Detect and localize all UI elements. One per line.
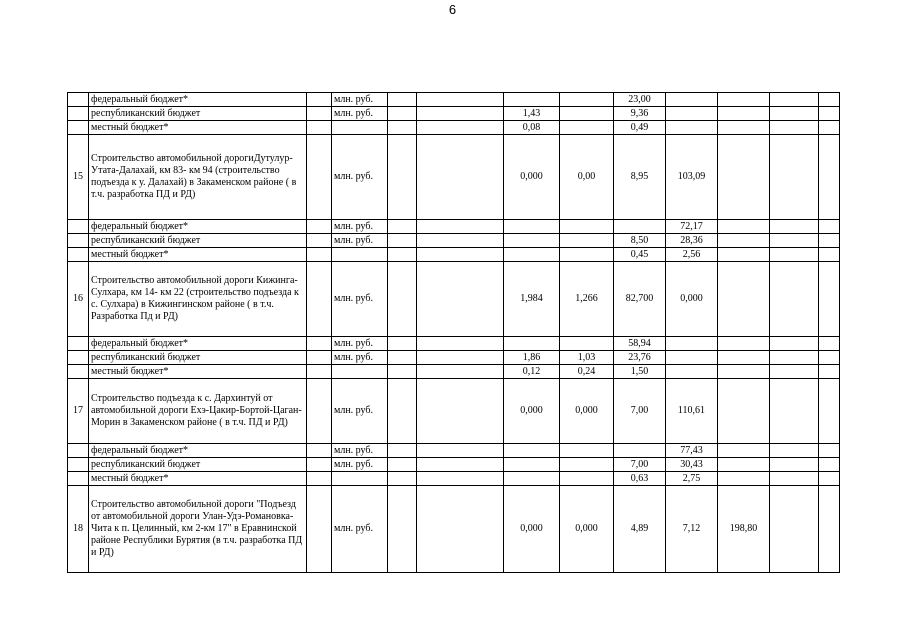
trailing-cell <box>819 234 840 248</box>
value-cell-3 <box>504 93 560 107</box>
value-cell-6: 2,75 <box>666 472 718 486</box>
row-number <box>68 472 89 486</box>
value-cell-5: 8,50 <box>614 234 666 248</box>
value-cell-7 <box>718 351 770 365</box>
trailing-cell <box>819 365 840 379</box>
value-cell-5: 82,700 <box>614 262 666 337</box>
row-name: Строительство подъезда к с. Дархинтуй от автомобильной дороги Ехэ-Цакир-Бортой-Цаган-Морин в Закаменском районе ( в т.ч. ПД и РД) <box>89 379 307 444</box>
row-number <box>68 458 89 472</box>
value-cell-1 <box>388 472 417 486</box>
value-cell-8 <box>770 135 819 220</box>
value-cell-3 <box>504 337 560 351</box>
trailing-cell <box>819 262 840 337</box>
trailing-cell <box>819 444 840 458</box>
value-cell-7 <box>718 234 770 248</box>
value-cell-3 <box>504 220 560 234</box>
row-number <box>68 337 89 351</box>
unit-cell: млн. руб. <box>332 337 388 351</box>
unit-cell <box>332 248 388 262</box>
trailing-cell <box>819 220 840 234</box>
spacer-cell <box>307 93 332 107</box>
value-cell-8 <box>770 444 819 458</box>
row-number <box>68 234 89 248</box>
value-cell-8 <box>770 220 819 234</box>
value-cell-2 <box>417 365 504 379</box>
table-row-budget <box>68 220 840 234</box>
value-cell-8 <box>770 121 819 135</box>
trailing-cell <box>819 121 840 135</box>
unit-cell <box>332 365 388 379</box>
row-name: республиканский бюджет <box>89 234 307 248</box>
spacer-cell <box>307 337 332 351</box>
spacer-cell <box>307 234 332 248</box>
value-cell-3 <box>504 458 560 472</box>
value-cell-7 <box>718 365 770 379</box>
value-cell-6 <box>666 351 718 365</box>
value-cell-5: 0,63 <box>614 472 666 486</box>
unit-cell: млн. руб. <box>332 486 388 573</box>
value-cell-4: 0,00 <box>560 135 614 220</box>
value-cell-3 <box>504 234 560 248</box>
table-row-project-17 <box>68 379 840 444</box>
value-cell-8 <box>770 365 819 379</box>
row-name: местный бюджет* <box>89 472 307 486</box>
value-cell-5: 8,95 <box>614 135 666 220</box>
spacer-cell <box>307 444 332 458</box>
unit-cell: млн. руб. <box>332 220 388 234</box>
spacer-cell <box>307 458 332 472</box>
value-cell-4 <box>560 121 614 135</box>
value-cell-6: 7,12 <box>666 486 718 573</box>
row-name: местный бюджет* <box>89 365 307 379</box>
table-row-budget <box>68 337 840 351</box>
row-number <box>68 351 89 365</box>
value-cell-4 <box>560 234 614 248</box>
unit-cell: млн. руб. <box>332 458 388 472</box>
trailing-cell <box>819 107 840 121</box>
value-cell-5: 7,00 <box>614 458 666 472</box>
table-row-budget <box>68 458 840 472</box>
value-cell-2 <box>417 121 504 135</box>
value-cell-7 <box>718 93 770 107</box>
table-row-budget <box>68 107 840 121</box>
value-cell-3: 0,08 <box>504 121 560 135</box>
row-number: 17 <box>68 379 89 444</box>
spacer-cell <box>307 107 332 121</box>
value-cell-3 <box>504 472 560 486</box>
value-cell-1 <box>388 262 417 337</box>
row-number: 18 <box>68 486 89 573</box>
value-cell-4: 0,24 <box>560 365 614 379</box>
value-cell-2 <box>417 135 504 220</box>
value-cell-3: 1,43 <box>504 107 560 121</box>
value-cell-4: 0,000 <box>560 486 614 573</box>
row-number <box>68 248 89 262</box>
budget-table <box>67 92 840 573</box>
value-cell-5: 58,94 <box>614 337 666 351</box>
value-cell-7 <box>718 379 770 444</box>
value-cell-3: 0,000 <box>504 135 560 220</box>
value-cell-1 <box>388 93 417 107</box>
unit-cell <box>332 472 388 486</box>
value-cell-3: 0,000 <box>504 486 560 573</box>
value-cell-7 <box>718 220 770 234</box>
value-cell-6: 0,000 <box>666 262 718 337</box>
value-cell-2 <box>417 93 504 107</box>
value-cell-2 <box>417 458 504 472</box>
value-cell-2 <box>417 351 504 365</box>
value-cell-3 <box>504 444 560 458</box>
value-cell-4 <box>560 248 614 262</box>
value-cell-2 <box>417 262 504 337</box>
value-cell-3: 1,984 <box>504 262 560 337</box>
trailing-cell <box>819 93 840 107</box>
value-cell-8 <box>770 93 819 107</box>
value-cell-7 <box>718 135 770 220</box>
value-cell-5 <box>614 444 666 458</box>
value-cell-6 <box>666 107 718 121</box>
value-cell-2 <box>417 248 504 262</box>
value-cell-5: 9,36 <box>614 107 666 121</box>
spacer-cell <box>307 220 332 234</box>
row-name: местный бюджет* <box>89 121 307 135</box>
table-row-budget <box>68 472 840 486</box>
value-cell-3: 1,86 <box>504 351 560 365</box>
value-cell-6: 110,61 <box>666 379 718 444</box>
value-cell-4 <box>560 220 614 234</box>
value-cell-5: 4,89 <box>614 486 666 573</box>
row-number <box>68 444 89 458</box>
row-name: федеральный бюджет* <box>89 337 307 351</box>
trailing-cell <box>819 351 840 365</box>
value-cell-8 <box>770 337 819 351</box>
trailing-cell <box>819 337 840 351</box>
value-cell-7 <box>718 444 770 458</box>
value-cell-8 <box>770 248 819 262</box>
value-cell-8 <box>770 472 819 486</box>
row-number <box>68 121 89 135</box>
value-cell-6 <box>666 365 718 379</box>
trailing-cell <box>819 458 840 472</box>
value-cell-4 <box>560 337 614 351</box>
value-cell-5 <box>614 220 666 234</box>
unit-cell <box>332 121 388 135</box>
value-cell-6 <box>666 337 718 351</box>
value-cell-7: 198,80 <box>718 486 770 573</box>
table-row-budget <box>68 365 840 379</box>
row-name: федеральный бюджет* <box>89 93 307 107</box>
value-cell-6 <box>666 93 718 107</box>
row-number <box>68 365 89 379</box>
value-cell-6: 30,43 <box>666 458 718 472</box>
value-cell-8 <box>770 351 819 365</box>
value-cell-6: 77,43 <box>666 444 718 458</box>
value-cell-4: 1,266 <box>560 262 614 337</box>
row-name: местный бюджет* <box>89 248 307 262</box>
value-cell-1 <box>388 234 417 248</box>
unit-cell: млн. руб. <box>332 444 388 458</box>
value-cell-8 <box>770 262 819 337</box>
table-row-project-16 <box>68 262 840 337</box>
value-cell-8 <box>770 107 819 121</box>
value-cell-8 <box>770 458 819 472</box>
value-cell-1 <box>388 337 417 351</box>
value-cell-3: 0,12 <box>504 365 560 379</box>
value-cell-5: 23,00 <box>614 93 666 107</box>
value-cell-8 <box>770 234 819 248</box>
row-name: республиканский бюджет <box>89 351 307 365</box>
value-cell-3 <box>504 248 560 262</box>
trailing-cell <box>819 135 840 220</box>
value-cell-7 <box>718 107 770 121</box>
row-name: Строительство автомобильной дороги Кижинга-Сулхара, км 14- км 22 (строительство подъезда к с. Сулхара) в Кижингинском районе ( в т.ч. Разработка Пд и РД) <box>89 262 307 337</box>
spacer-cell <box>307 135 332 220</box>
unit-cell: млн. руб. <box>332 135 388 220</box>
value-cell-1 <box>388 135 417 220</box>
value-cell-7 <box>718 337 770 351</box>
spacer-cell <box>307 248 332 262</box>
trailing-cell <box>819 472 840 486</box>
table-row-budget <box>68 248 840 262</box>
value-cell-2 <box>417 444 504 458</box>
spacer-cell <box>307 379 332 444</box>
value-cell-5: 7,00 <box>614 379 666 444</box>
value-cell-2 <box>417 220 504 234</box>
value-cell-1 <box>388 444 417 458</box>
row-number <box>68 107 89 121</box>
value-cell-7 <box>718 472 770 486</box>
value-cell-3: 0,000 <box>504 379 560 444</box>
value-cell-6: 28,36 <box>666 234 718 248</box>
value-cell-5: 0,49 <box>614 121 666 135</box>
value-cell-1 <box>388 107 417 121</box>
value-cell-8 <box>770 486 819 573</box>
value-cell-1 <box>388 379 417 444</box>
unit-cell: млн. руб. <box>332 107 388 121</box>
value-cell-1 <box>388 121 417 135</box>
value-cell-7 <box>718 121 770 135</box>
value-cell-1 <box>388 458 417 472</box>
row-name: федеральный бюджет* <box>89 220 307 234</box>
trailing-cell <box>819 248 840 262</box>
row-name: федеральный бюджет* <box>89 444 307 458</box>
value-cell-1 <box>388 365 417 379</box>
value-cell-2 <box>417 486 504 573</box>
value-cell-4: 0,000 <box>560 379 614 444</box>
unit-cell: млн. руб. <box>332 379 388 444</box>
value-cell-2 <box>417 337 504 351</box>
value-cell-1 <box>388 248 417 262</box>
spacer-cell <box>307 262 332 337</box>
value-cell-5: 0,45 <box>614 248 666 262</box>
value-cell-2 <box>417 234 504 248</box>
value-cell-1 <box>388 351 417 365</box>
trailing-cell <box>819 486 840 573</box>
spacer-cell <box>307 121 332 135</box>
spacer-cell <box>307 486 332 573</box>
value-cell-5: 1,50 <box>614 365 666 379</box>
row-name: республиканский бюджет <box>89 107 307 121</box>
unit-cell: млн. руб. <box>332 351 388 365</box>
value-cell-1 <box>388 220 417 234</box>
spacer-cell <box>307 365 332 379</box>
row-number: 15 <box>68 135 89 220</box>
value-cell-1 <box>388 486 417 573</box>
row-number <box>68 93 89 107</box>
unit-cell: млн. руб. <box>332 93 388 107</box>
value-cell-6: 103,09 <box>666 135 718 220</box>
table-row-budget <box>68 351 840 365</box>
row-number: 16 <box>68 262 89 337</box>
spacer-cell <box>307 472 332 486</box>
value-cell-4 <box>560 93 614 107</box>
value-cell-4 <box>560 444 614 458</box>
row-name: Строительство автомобильной дороги "Подъезд от автомобильной дороги Улан-Удэ-Романовка-Чита к п. Целинный, км 2-км 17" в Еравнинской районе Республики Бурятия (в т.ч. разработка ПД и РД) <box>89 486 307 573</box>
table-row-budget <box>68 234 840 248</box>
page-number: 6 <box>448 2 457 17</box>
unit-cell: млн. руб. <box>332 234 388 248</box>
value-cell-4 <box>560 107 614 121</box>
value-cell-6: 72,17 <box>666 220 718 234</box>
value-cell-7 <box>718 458 770 472</box>
value-cell-5: 23,76 <box>614 351 666 365</box>
spacer-cell <box>307 351 332 365</box>
value-cell-4 <box>560 472 614 486</box>
table-row-project-15 <box>68 135 840 220</box>
value-cell-2 <box>417 107 504 121</box>
table-row-budget <box>68 444 840 458</box>
value-cell-6: 2,56 <box>666 248 718 262</box>
value-cell-8 <box>770 379 819 444</box>
value-cell-4: 1,03 <box>560 351 614 365</box>
table-row-project-18 <box>68 486 840 573</box>
value-cell-7 <box>718 248 770 262</box>
value-cell-2 <box>417 379 504 444</box>
row-number <box>68 220 89 234</box>
row-name: республиканский бюджет <box>89 458 307 472</box>
table-row-budget <box>68 93 840 107</box>
value-cell-2 <box>417 472 504 486</box>
value-cell-4 <box>560 458 614 472</box>
trailing-cell <box>819 379 840 444</box>
value-cell-7 <box>718 262 770 337</box>
table-row-budget <box>68 121 840 135</box>
value-cell-6 <box>666 121 718 135</box>
unit-cell: млн. руб. <box>332 262 388 337</box>
row-name: Строительство автомобильной дорогиДутулур-Утата-Далахай, км 83- км 94 (строительство подъезда к у. Далахай) в Закаменском районе ( в т.ч. разработка ПД и РД) <box>89 135 307 220</box>
